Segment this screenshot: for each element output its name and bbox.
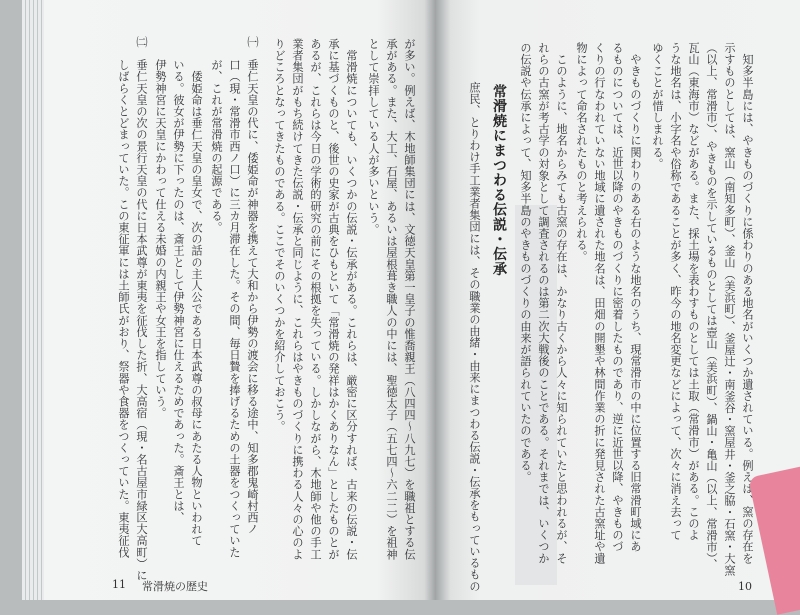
text-column: れらの古窯が考古学の対象として調査されるのは第二次大戦後のことである。それまでは、いくつか xyxy=(537,42,550,564)
text-column: ゆくことが惜しまれる。 xyxy=(651,42,664,170)
running-title: 常滑焼の歴史 xyxy=(142,580,208,593)
text-column: 物によって命名されたものと考えられる。 xyxy=(575,42,588,263)
text-column: 常滑焼についても、いくつかの伝説・伝承がある。これらは、厳密に区分すれば、古来の伝説・伝 xyxy=(345,38,358,560)
text-column: ㈡ 垂仁天皇の次の景行天皇の代に日本武尊が東夷を征伐した折、大高宿（現・名古屋市緑区大高町）に xyxy=(135,36,148,582)
text-column: りどころとなってきたものである。ここでそのいくつかを紹介しておこう。 xyxy=(273,38,286,433)
text-column: の伝説や伝承によって、知多半島のやきものづくりの由来が語られていたのである。 xyxy=(519,42,532,483)
text-column: 口（現・常滑市西ノ口）に三カ月滞在した。その間、毎日贄を捧げるための土器をつくっていた xyxy=(228,36,241,558)
text-column: あるが、これらは今日の学術的研究の前にその根拠を失っている。しかしながら、木地師や他の手工 xyxy=(309,38,322,560)
text-column: 瓦山（東海市）などがある。また、採土場を表わすものとしては土取（常滑市）がある。このよ xyxy=(687,42,700,541)
text-column: 承がある。また、大工、石屋、あるいは屋根葺き職人の中には、聖徳太子（五七四〜六二二）を祖神 xyxy=(385,38,398,560)
text-column: るものについては、近世以降のやきものづくりに密着したものであり、逆に近世以降、やきものづ xyxy=(611,42,624,553)
text-column: が、これが常滑焼の起源である。 xyxy=(210,36,223,234)
text-column: 承に基づくものと、後世の史家が古典をひもといて「常滑焼の発祥はかくありなん」としたものとが xyxy=(327,38,340,560)
text-column: が多い。例えば、木地師集団には、文徳天皇第一皇子の惟喬親王（八四四〜八九七）を職祖とする伝 xyxy=(403,38,416,560)
text-column: いる。彼女が伊勢に下ったのは、斎王として伊勢神宮に仕えるためであった。斎王とは、 xyxy=(172,36,185,524)
section-heading: 常滑焼にまつわる伝説・伝承 xyxy=(491,84,507,277)
page-number: 11 xyxy=(112,578,126,591)
text-column: ㈠ 垂仁天皇の代に、倭姫命が神器を携えて大和から伊勢の渡会に移る途中、知多郡鬼崎村西ノ xyxy=(246,36,259,535)
text-column: うな地名は、小字名や俗称であることが多く、昨今の地名変更などによって、次々に消え去って xyxy=(669,42,682,541)
text-column: しばらくとどまっていた。この東征軍には土師氏がおり、祭器や食器をつくっていた。東夷征伐 xyxy=(117,36,130,558)
text-column: 知多半島には、やきものづくりに係わりのある地名がいくつか遺されている。例えば、窯の存在を xyxy=(741,42,754,564)
text-column: くりの行なわれていない地域に遺された地名は、田畑の開墾や林間作業の折に発見された古窯址や遺 xyxy=(593,42,606,564)
page-number: 10 xyxy=(738,580,752,593)
text-column: 伊勢神宮に天皇にかわって仕える未婚の内親王や女王を指していう。 xyxy=(154,36,167,419)
text-column: やきものづくりに関わりのある右のような地名のうち、現常滑市の中に位置する旧常滑町域にあ xyxy=(629,42,642,553)
text-column: 倭姫命は垂仁天皇の皇女で、次の話の主人公である日本武尊の叔母にあたる人物といわれて xyxy=(190,36,203,547)
text-column: このように、地名からみても古窯の存在は、かなり古くから人々に知られていたと思われるが、そ xyxy=(555,42,568,564)
text-column: 示すものとしては、窯山（南知多町）、釜山（美浜町）、釜屋辻・南釜谷・窯屋井・釜之脇・石窯・大窯 xyxy=(723,42,736,576)
text-column: 業者集団がもち続けてきた伝説・伝承と同じように、これらはやきものづくりに携わる人々の心のよ xyxy=(291,38,304,560)
text-column: （以上、常滑市）、やきものを示しているものとしては壺山（美浜町）、鍋山・亀山（以上、常滑市）、 xyxy=(705,42,718,571)
text-column: 庶民、とりわけ手工業者集団には、その職業の由緒・由来にまつわる伝説・伝承をもっているもの xyxy=(468,70,481,592)
text-column: として崇拝している人が多いという。 xyxy=(367,38,380,236)
